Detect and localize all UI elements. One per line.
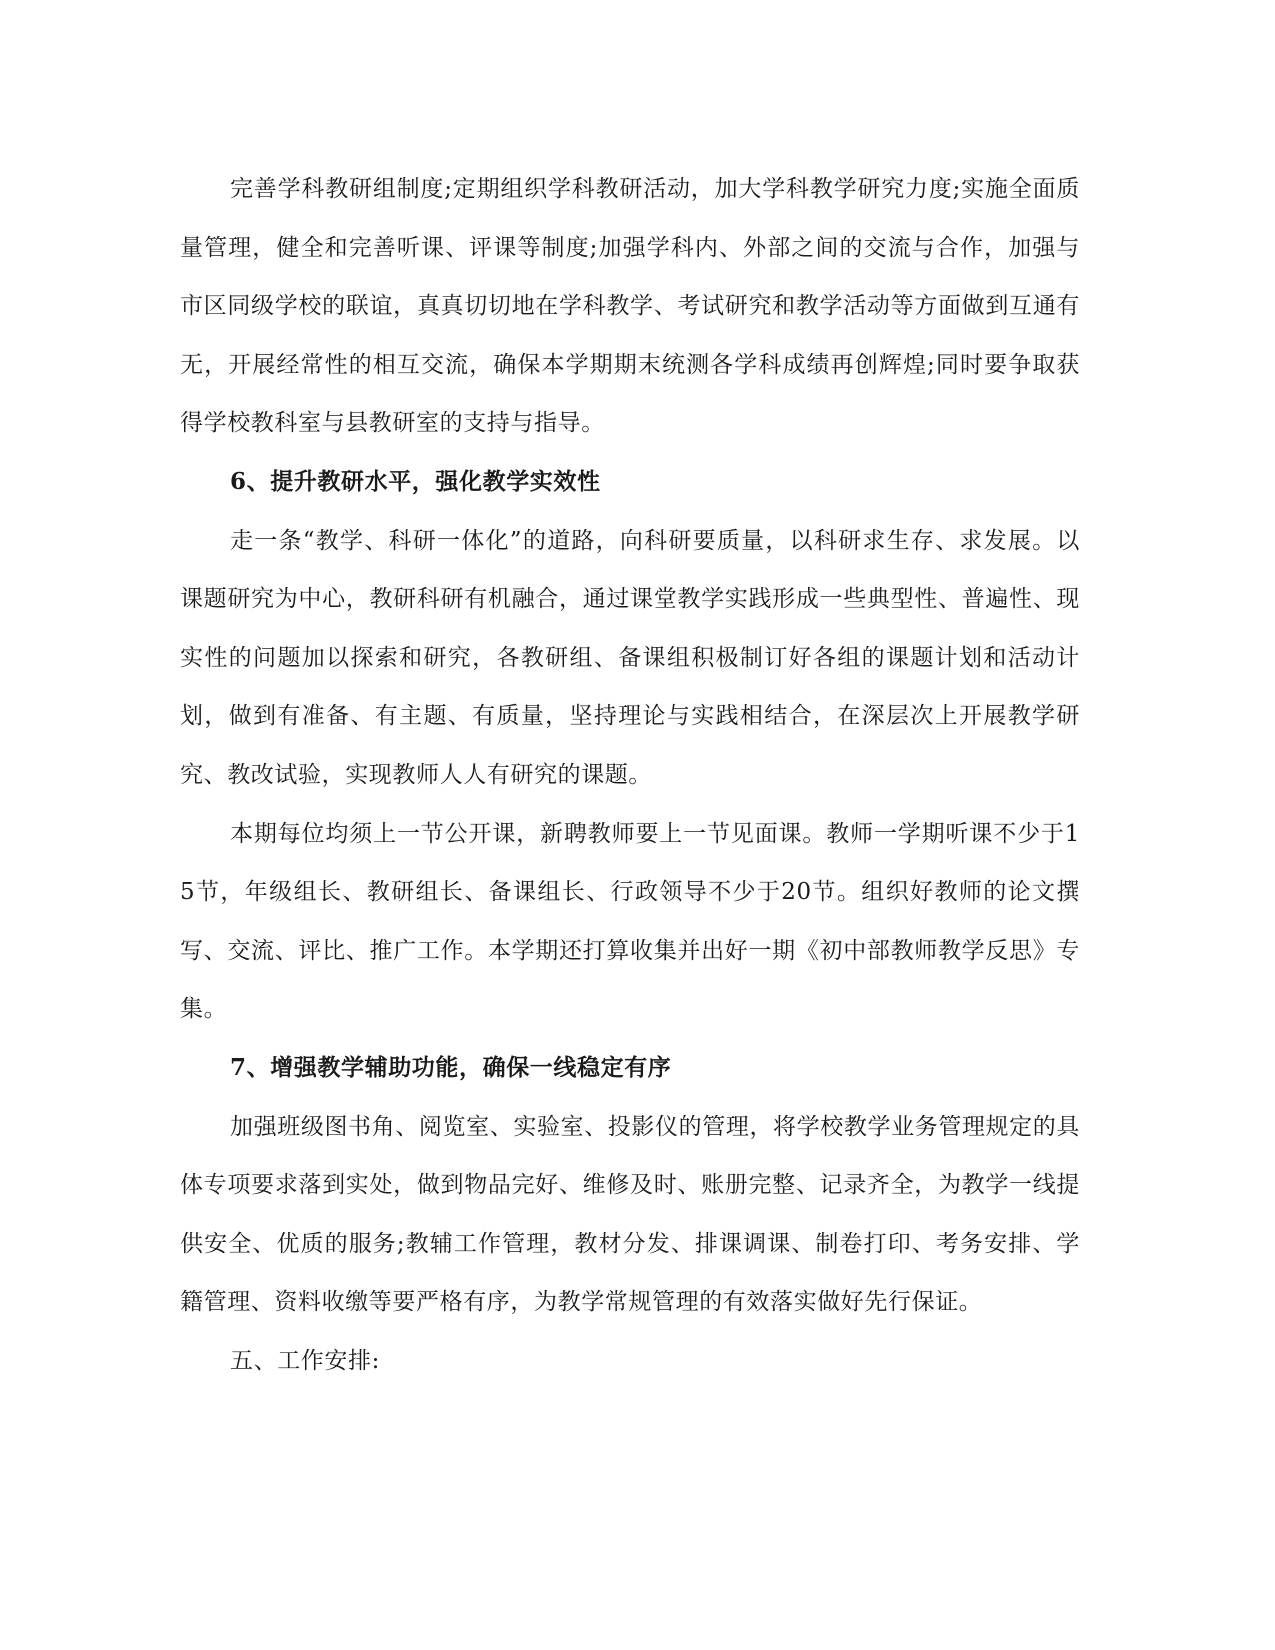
section-heading-7: 7、增强教学辅助功能，确保一线稳定有序 xyxy=(230,1053,672,1081)
paragraph-teaching-support: 加强班级图书角、阅览室、实验室、投影仪的管理，将学校教学业务管理规定的具体专项要求落到实处，做到物品完好、维修及时、账册完整、记录齐全，为教学一线提供安全、优质的服务;教辅工作管理，教材分发、排课调课、制卷打印、考务安排、学籍管理、资料收缴等要严格有序，为教学常规管理的有效落实做好先行保证。 xyxy=(180,1113,1080,1316)
paragraph-work-arrangement: 五、工作安排: xyxy=(230,1347,380,1374)
paragraph-teaching-research-system: 完善学科教研组制度;定期组织学科教研活动，加大学科教学研究力度;实施全面质量管理，健全和完善听课、评课等制度;加强学科内、外部之间的交流与合作，加强与市区同级学校的联谊，真真切切地在学科教学、考试研究和教学活动等方面做到互通有无，开展经常性的相互交流，确保本学期期末统测各学科成绩再创辉煌;同时要争取获得学校教科室与县教研室的支持与指导。 xyxy=(180,176,1080,437)
paragraph-open-lessons: 本期每位均须上一节公开课，新聘教师要上一节见面课。教师一学期听课不少于15节，年级组长、教研组长、备课组长、行政领导不少于20节。组织好教师的论文撰写、交流、评比、推广工作。本学期还打算收集并出好一期《初中部教师教学反思》专集。 xyxy=(180,820,1080,1023)
document-body xyxy=(180,160,1080,1390)
paragraph-research-integration: 走一条“教学、科研一体化”的道路，向科研要质量，以科研求生存、求发展。以课题研究为中心，教研科研有机融合，通过课堂教学实践形成一些典型性、普遍性、现实性的问题加以探索和研究，各教研组、备课组积极制订好各组的课题计划和活动计划，做到有准备、有主题、有质量，坚持理论与实践相结合，在深层次上开展教学研究、教改试验，实现教师人人有研究的课题。 xyxy=(180,527,1080,788)
section-heading-6: 6、提升教研水平，强化教学实效性 xyxy=(230,467,601,495)
